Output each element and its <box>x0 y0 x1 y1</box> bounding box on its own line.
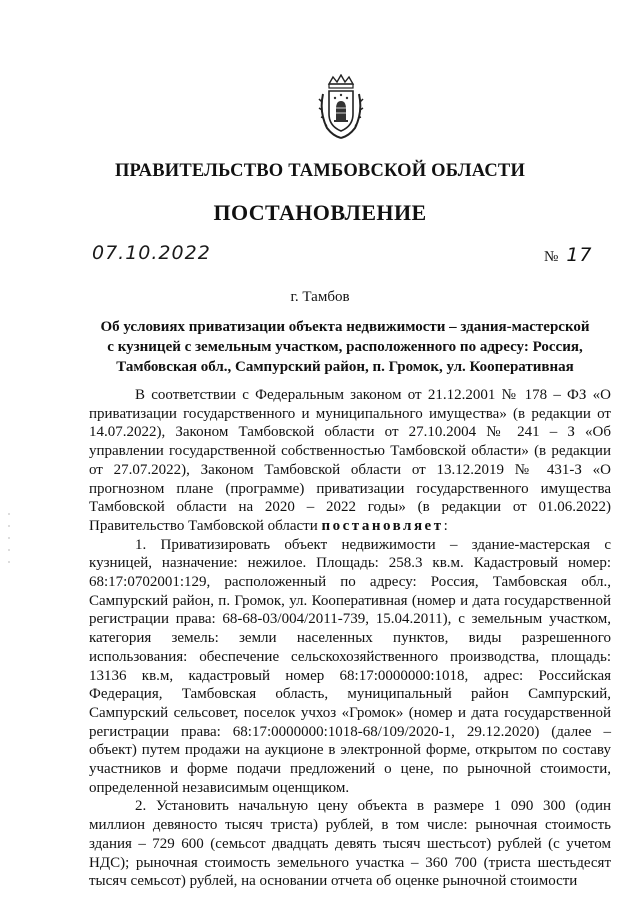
item-2-paragraph: 2. Установить начальную цену объекта в размере 1 090 300 (один миллион девяносто тысяч триста) рублей, в том числе: рыночная стоимость здания – 729 600 (семьсот двадцать девять тысяч шестьсот) рублей (с учетом НДС); рыночная стоимость земельного участка – 360 700 (триста шестьдесят тысяч семьсот) рублей, на основании отчета об оценке рыночной стоимости <box>89 798 611 890</box>
subject-line: с кузницей с земельным участком, расположенного по адресу: Россия, <box>107 339 583 355</box>
city: г. Тамбов <box>290 289 350 305</box>
item-1-paragraph: 1. Приватизировать объект недвижимости – здание-мастерская с кузницей, назначение: нежилое. Площадь: 258.3 кв.м. Кадастровый номер: 68:17:0702001:129, расположенный по адресу: Россия, Тамбовская обл., Сампурский район, п. Громок, ул. Кооперативная (номер и дата государственной регистрации права: 68-68-03/004/2011-739, 15.04.2011), с земельным участком, категория земель: земли населенных пунктов, виды разрешенного использования: обеспечение сельскохозяйственного производства, площадь: 13136 кв.м, кадастровый номер 68:17:0000000:1018, адрес: Российская Федерация, Тамбовская область, муниципальный район Сампурский, Сампурский сельсовет, поселок учхоз «Громок» (номер и дата государственной регистрации права: 68:17:0000000:1018-68/109/2020-1, 29.12.2020) (далее – объект) путем продажи на аукционе в электронной форме, открытом по составу участников и форме подачи предложений о цене, по рыночной стоимости, определенной независимым оценщиком. <box>89 536 611 796</box>
document-number <box>544 244 593 266</box>
preamble-text: В соответствии с Федеральным законом от 21.12.2001 № 178 – ФЗ «О приватизации государственного и муниципального имущества» (в редакции от 14.07.2022), Законом Тамбовской области от 27.10.2004 № 241 – З «Об управлении государственной собственностью Тамбовской области» (в редакции от 27.07.2022), Законом Тамбовской области от 13.12.2019 № 431-З «О прогнозном плане (программе) приватизации государственного имущества Тамбовской области на 2020 – 2022 годы» (в редакции от 01.06.2022) Правительство Тамбовской области <box>89 387 611 534</box>
subject-line: Тамбовская обл., Сампурский район, п. Громок, ул. Кооперативная <box>116 359 574 375</box>
government-title: ПРАВИТЕЛЬСТВО ТАМБОВСКОЙ ОБЛАСТИ <box>114 161 526 181</box>
document-subject <box>90 317 600 377</box>
document-type: ПОСТАНОВЛЕНИЕ <box>213 200 427 225</box>
document-date: 07.10.2022 <box>92 242 211 264</box>
preamble-end: : <box>443 517 448 534</box>
number-label: № <box>544 249 559 265</box>
subject-line: Об условиях приватизации объекта недвижимости – здания-мастерской <box>100 319 590 335</box>
scan-margin-marks <box>8 510 10 570</box>
document-body <box>89 386 611 891</box>
tambov-coat-of-arms-icon <box>317 74 365 140</box>
preamble-paragraph <box>89 386 611 536</box>
decree-word: постановляет <box>321 517 444 534</box>
number-value: 17 <box>566 244 593 266</box>
